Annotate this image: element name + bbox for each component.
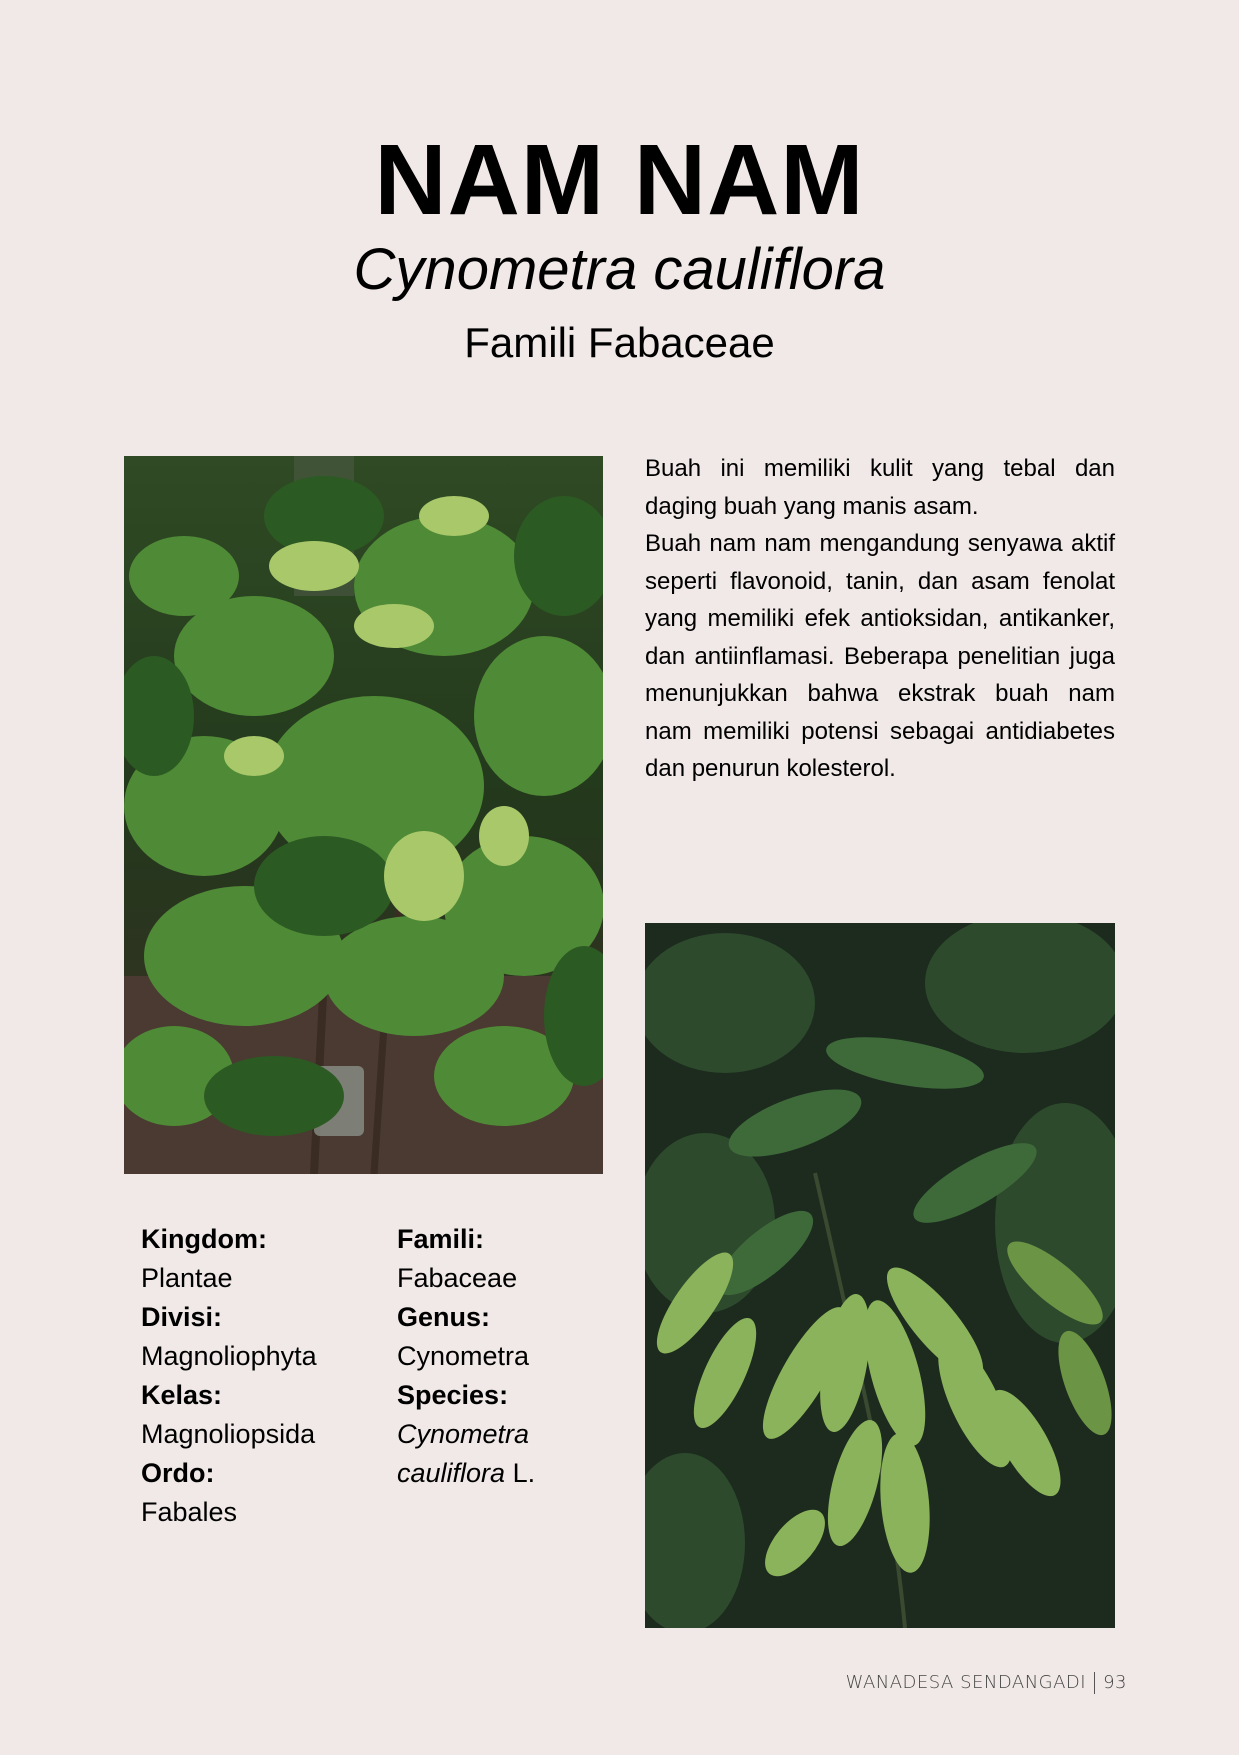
shrub-photo-illustration (124, 456, 603, 1174)
page-title: NAM NAM (374, 124, 865, 236)
plant-photo-shrub (124, 456, 603, 1174)
taxon-label-species: Species: (397, 1380, 509, 1410)
species-genus-italic: Cynometra (397, 1419, 530, 1449)
taxon-value-genus: Cynometra (397, 1341, 530, 1371)
taxonomy-left-column (141, 1220, 371, 1532)
taxon-value-species (397, 1415, 627, 1454)
footer-divider (1094, 1672, 1095, 1694)
taxon-label-ordo: Ordo: (141, 1458, 215, 1488)
taxon-label-kelas: Kelas: (141, 1380, 223, 1410)
species-epithet-italic: cauliflora (397, 1458, 506, 1488)
page-footer (846, 1672, 1127, 1694)
taxon-value-kelas: Magnoliopsida (141, 1419, 316, 1449)
leaves-photo-illustration (645, 923, 1115, 1628)
species-author: L. (512, 1458, 536, 1488)
taxon-label-genus: Genus: (397, 1302, 491, 1332)
page-number: 93 (1103, 1672, 1127, 1693)
taxon-label-divisi: Divisi: (141, 1302, 223, 1332)
taxon-value-famili: Fabaceae (397, 1263, 518, 1293)
taxon-label-kingdom: Kingdom: (141, 1224, 267, 1254)
taxonomy-right-column (397, 1220, 627, 1493)
publication-name: WANADESA SENDANGADI (845, 1672, 1087, 1693)
description-paragraph: Buah ini memiliki kulit yang tebal dan daging buah yang manis asam. (645, 455, 1115, 520)
taxon-value-ordo: Fabales (141, 1497, 238, 1527)
plant-photo-leaves (645, 923, 1115, 1628)
description-paragraph: Buah nam nam mengandung senyawa aktif seperti flavonoid, tanin, dan asam fenolat yang memiliki efek antioksidan, antikanker, dan antiinflamasi. Beberapa penelitian juga menunjukkan bahwa ekstrak buah nam nam memiliki potensi sebagai antidiabetes dan penurun kolesterol. (645, 530, 1115, 782)
taxon-value-kingdom: Plantae (141, 1263, 233, 1293)
scientific-name: Cynometra cauliflora (353, 237, 886, 302)
taxon-label-famili: Famili: (397, 1224, 485, 1254)
taxon-value-species-epithet (397, 1454, 627, 1493)
family-line: Famili Fabaceae (464, 319, 775, 366)
taxon-value-divisi: Magnoliophyta (141, 1341, 317, 1371)
description-text (645, 450, 1115, 788)
